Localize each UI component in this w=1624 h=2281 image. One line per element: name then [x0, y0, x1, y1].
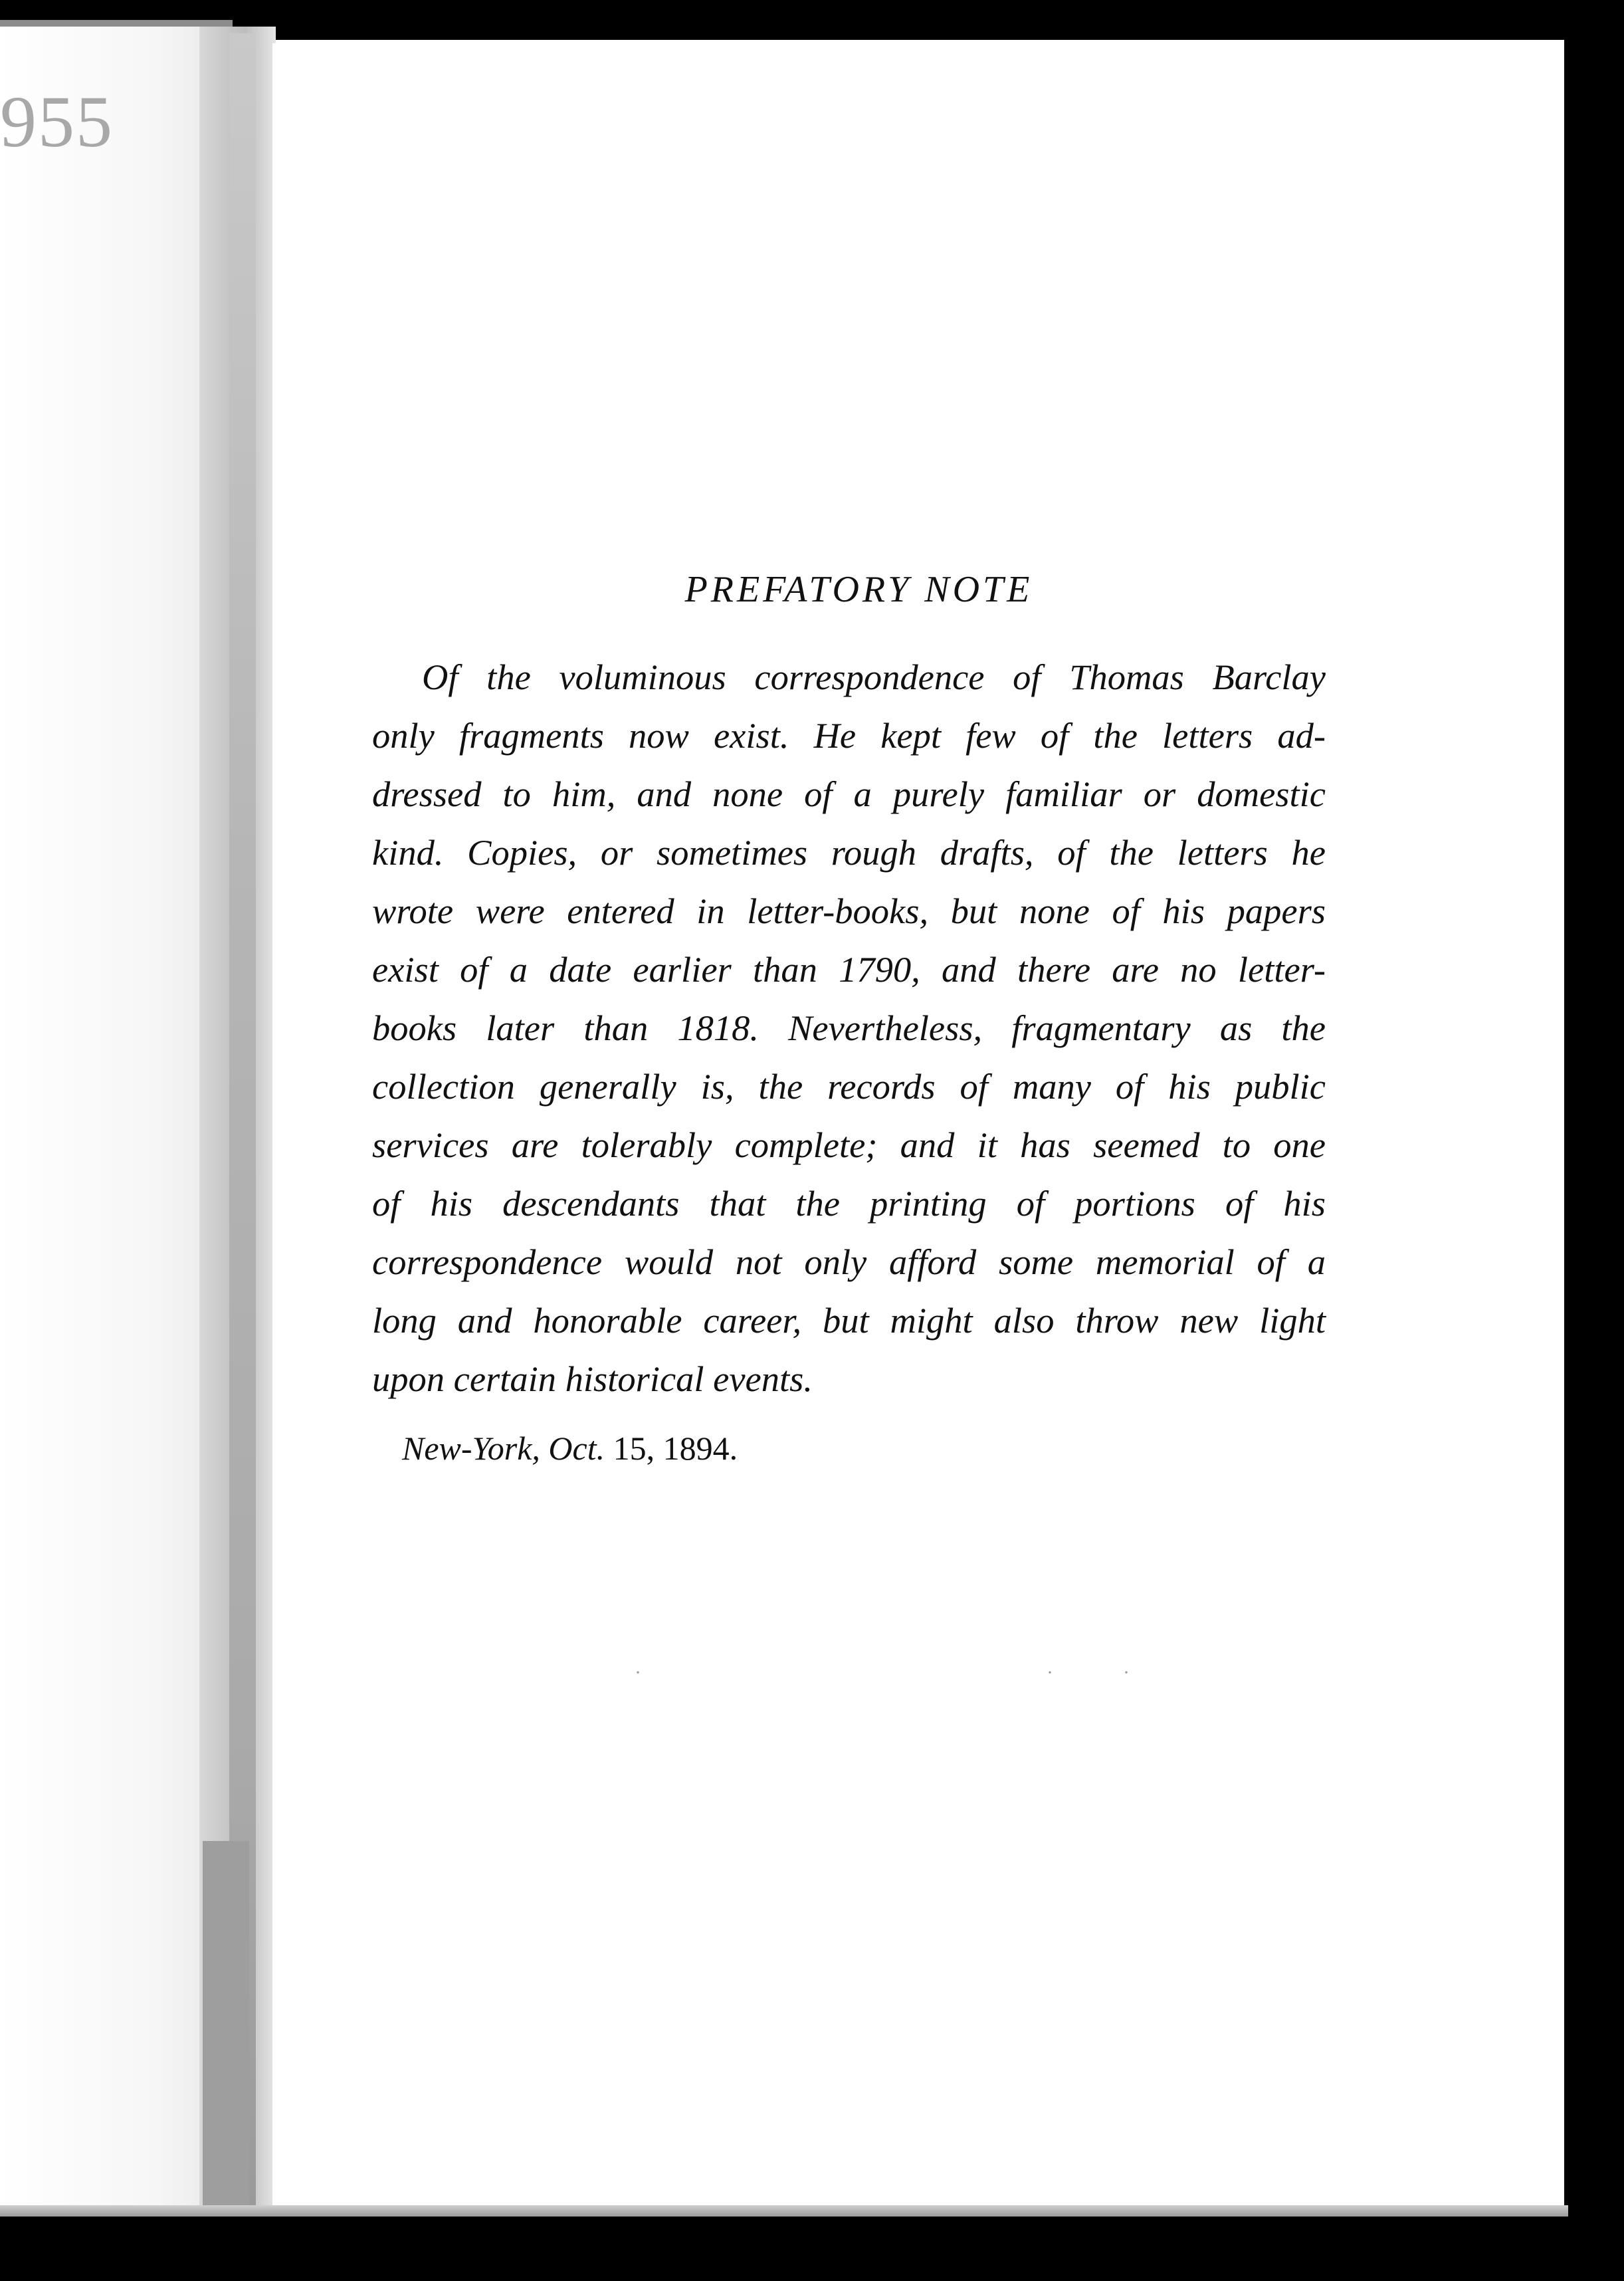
paragraph-line: collection generally is, the records of many of his public — [372, 1066, 1326, 1107]
paragraph-line: exist of a date earlier than 1790, and there are no letter- — [372, 949, 1326, 990]
paragraph-line: of his descendants that the printing of portions of his — [372, 1183, 1326, 1224]
paragraph-line: long and honorable career, but might also throw new light — [372, 1300, 1326, 1341]
dateline-month: Oct. — [548, 1430, 605, 1467]
paragraph-line: kind. Copies, or sometimes rough drafts, of the letters he — [372, 832, 1326, 873]
paragraph-line: services are tolerably complete; and it has seemed to one — [372, 1125, 1326, 1165]
scan-speck: · — [1047, 1662, 1053, 1684]
scan-frame-bottom — [0, 2217, 1624, 2281]
previous-page-number: 955 — [0, 81, 114, 162]
paragraph-line: Of the voluminous correspondence of Thomas Barclay — [422, 657, 1326, 697]
page-title: PREFATORY NOTE — [684, 569, 1033, 610]
dateline — [402, 1429, 738, 1467]
scan-speck: · — [1123, 1662, 1130, 1684]
paragraph-line: books later than 1818. Nevertheless, fragmentary as the — [372, 1008, 1326, 1048]
prefatory-paragraph — [372, 648, 1326, 1408]
paragraph-line: wrote were entered in letter-books, but none of his papers — [372, 891, 1326, 931]
scan-frame-right — [1564, 0, 1624, 2281]
paragraph-line: dressed to him, and none of a purely familiar or domestic — [372, 774, 1326, 814]
paragraph-line: only fragments now exist. He kept few of the letters ad- — [372, 715, 1326, 756]
dateline-date: 15, 1894. — [613, 1430, 738, 1467]
book-gutter-lower-shadow — [203, 1841, 249, 2213]
previous-page-edge — [0, 27, 226, 2227]
dateline-place: New-York, — [402, 1430, 540, 1467]
scan-speck: · — [635, 1662, 641, 1684]
paragraph-line: correspondence would not only afford some memorial of a — [372, 1242, 1326, 1282]
paragraph-line: upon certain historical events. — [372, 1358, 813, 1399]
